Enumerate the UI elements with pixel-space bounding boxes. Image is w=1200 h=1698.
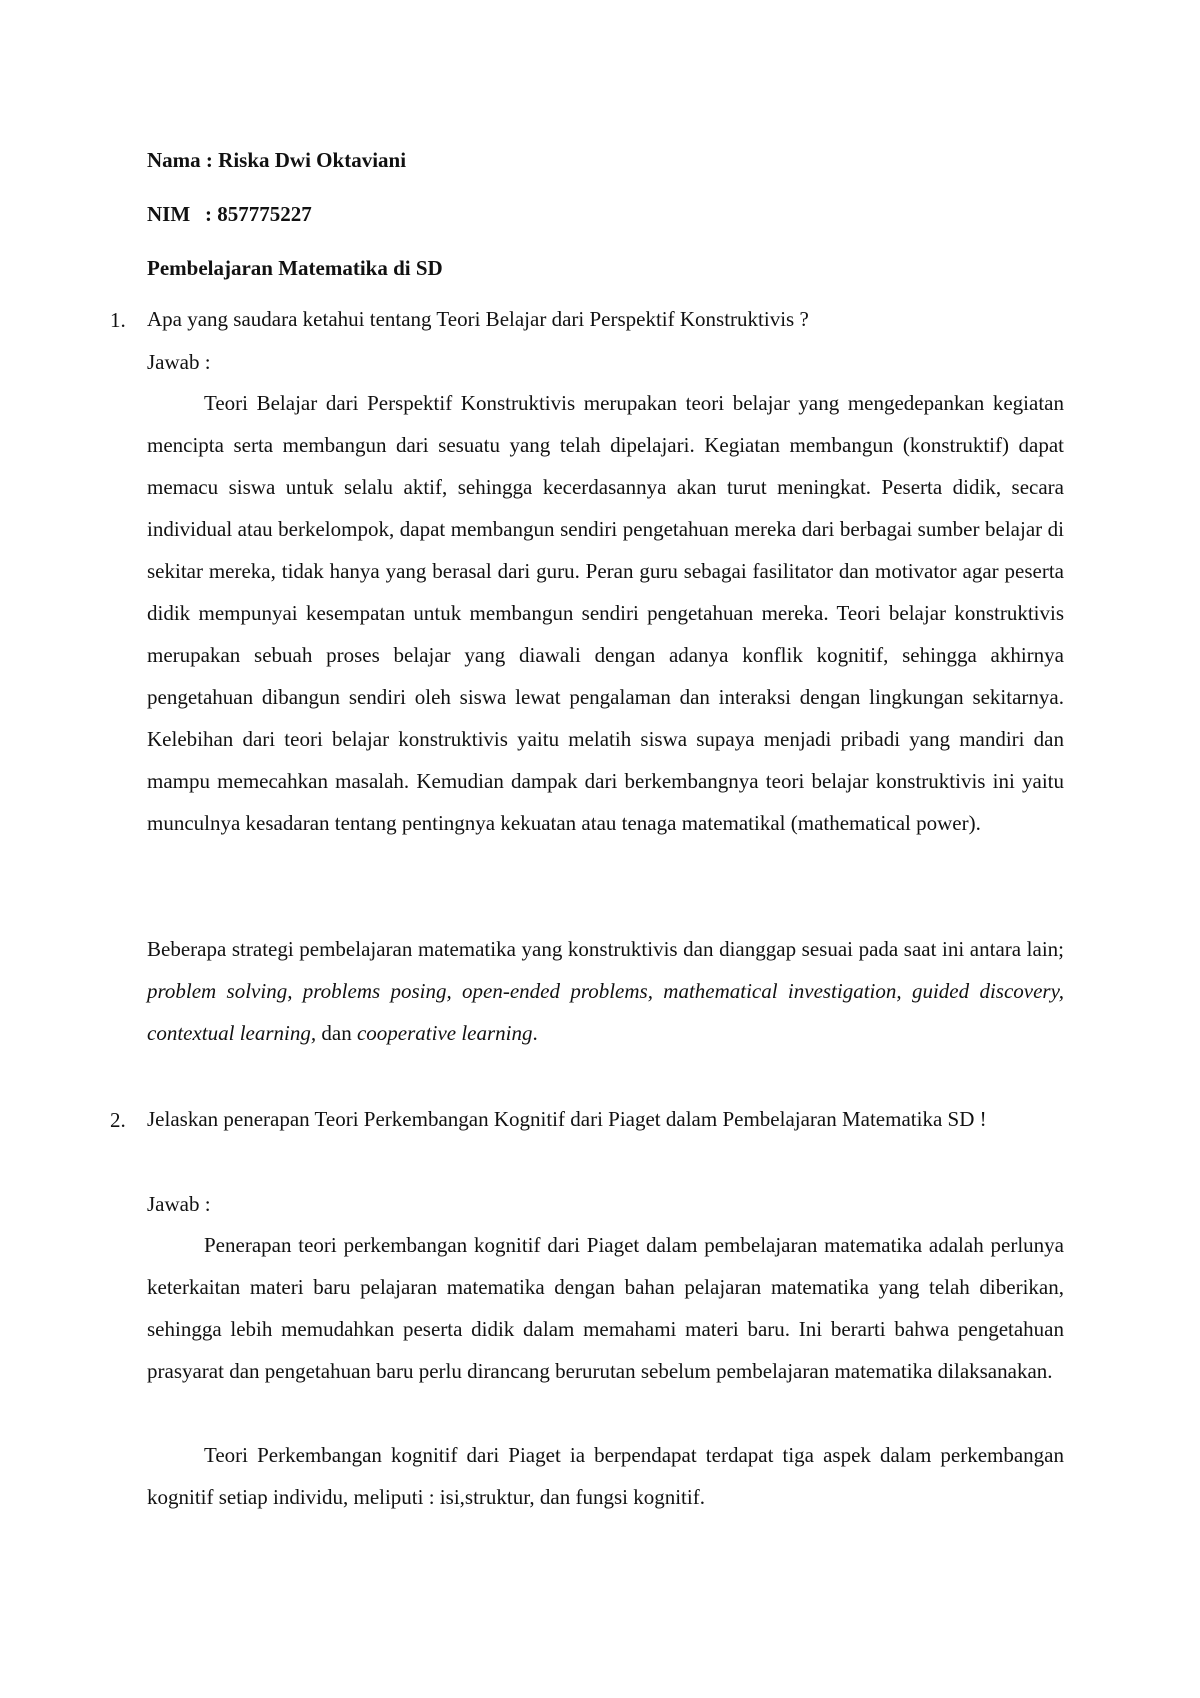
- answer-2-end: .: [532, 1021, 538, 1045]
- answer-2-start: Beberapa strategi pembelajaran matematika yang konstruktivis dan dianggap sesuai pada saat ini antara lain;: [147, 937, 1064, 961]
- name-value: : Riska Dwi Oktaviani: [205, 148, 407, 172]
- name-line: [147, 148, 406, 173]
- question-1-answer-label: Jawab :: [147, 350, 211, 374]
- question-2-text: Jelaskan penerapan Teori Perkembangan Kognitif dari Piaget dalam Pembelajaran Matematika SD !: [147, 1107, 987, 1131]
- question-1-text: Apa yang saudara ketahui tentang Teori Belajar dari Perspektif Konstruktivis ?: [147, 307, 809, 331]
- nim-value: : 857775227: [205, 202, 312, 226]
- answer-2-strategies: problem solving, problems posing, open-ended problems, mathematical investigation, guided discovery, contextual learning,: [147, 979, 1064, 1045]
- answer-2-cooperative: cooperative learning: [356, 1021, 533, 1045]
- question-2-answer-paragraph-1: Penerapan teori perkembangan kognitif dari Piaget dalam pembelajaran matematika adalah perlunya keterkaitan materi baru pelajaran matematika dengan bahan pelajaran matematika yang telah diberikan, sehingga lebih memudahkan peserta didik dalam memahami materi baru. Ini berarti bahwa pengetahuan prasyarat dan pengetahuan baru perlu dirancang berurutan sebelum pembelajaran matematika dilaksanakan.: [147, 1233, 1064, 1383]
- question-2-answer-label: Jawab :: [147, 1192, 211, 1216]
- course-title: Pembelajaran Matematika di SD: [147, 256, 443, 280]
- nim-label: NIM: [147, 202, 191, 226]
- question-2-number: 2.: [110, 1108, 126, 1132]
- question-1-number: 1.: [110, 308, 126, 332]
- answer-2-and: dan: [321, 1021, 352, 1045]
- name-label: Nama: [147, 148, 201, 172]
- nim-line: [147, 202, 312, 227]
- question-1-answer-paragraph-2: [147, 928, 1064, 1054]
- question-1-answer-paragraph-1: Teori Belajar dari Perspektif Konstruktivis merupakan teori belajar yang mengedepankan kegiatan mencipta serta membangun dari sesuatu yang telah dipelajari. Kegiatan membangun (konstruktif) dapat memacu siswa untuk selalu aktif, sehingga kecerdasannya akan turut meningkat. Peserta didik, secara individual atau berkelompok, dapat membangun sendiri pengetahuan mereka dari berbagai sumber belajar di sekitar mereka, tidak hanya yang berasal dari guru. Peran guru sebagai fasilitator dan motivator agar peserta didik mempunyai kesempatan untuk membangun sendiri pengetahuan mereka. Teori belajar konstruktivis merupakan sebuah proses belajar yang diawali dengan adanya konflik kognitif, sehingga akhirnya pengetahuan dibangun sendiri oleh siswa lewat pengalaman dan interaksi dengan lingkungan sekitarnya. Kelebihan dari teori belajar konstruktivis yaitu melatih siswa supaya menjadi pribadi yang mandiri dan mampu memecahkan masalah. Kemudian dampak dari berkembangnya teori belajar konstruktivis ini yaitu munculnya kesadaran tentang pentingnya kekuatan atau tenaga matematikal (mathematical power).: [147, 391, 1064, 835]
- question-2-answer-paragraph-2: Teori Perkembangan kognitif dari Piaget ia berpendapat terdapat tiga aspek dalam perkembangan kognitif setiap individu, meliputi : isi,struktur, dan fungsi kognitif.: [147, 1443, 1064, 1509]
